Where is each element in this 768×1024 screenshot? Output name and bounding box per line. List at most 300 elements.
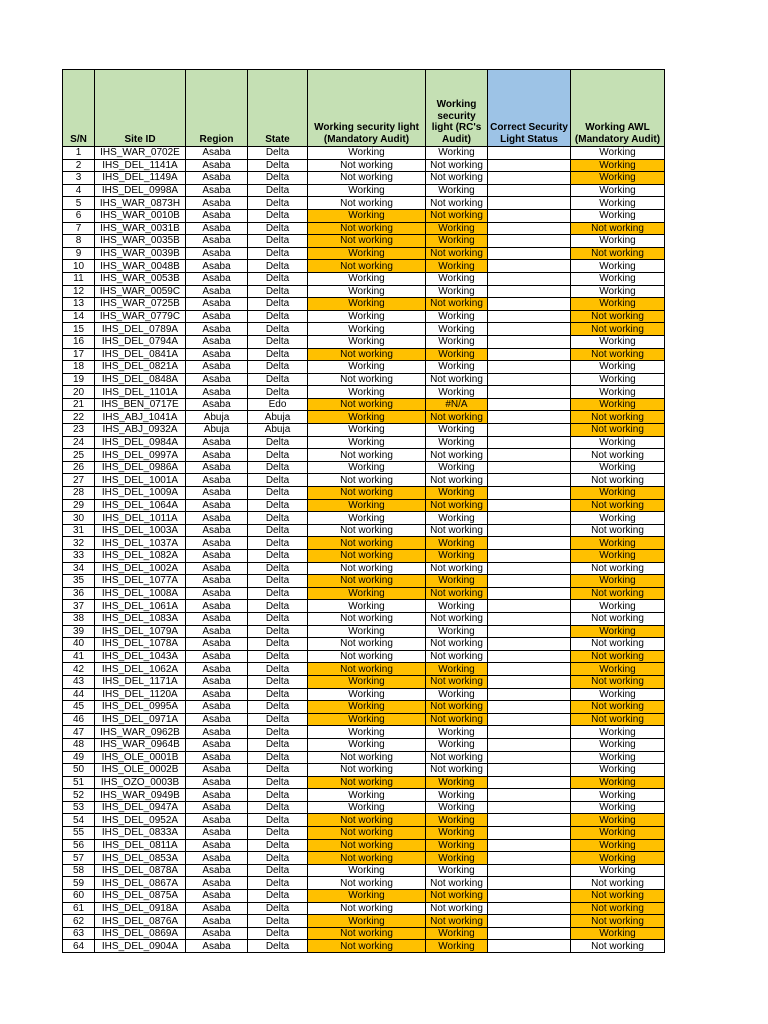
cell-security-light-mandatory: Working [308, 625, 426, 638]
cell-state: Delta [248, 361, 308, 374]
cell-awl-mandatory: Not working [571, 348, 665, 361]
cell-security-light-mandatory: Not working [308, 537, 426, 550]
cell-region: Asaba [186, 461, 248, 474]
table-row [63, 827, 665, 840]
cell-security-light-rc: Working [426, 827, 488, 840]
cell-region: Asaba [186, 386, 248, 399]
cell-state: Delta [248, 147, 308, 160]
cell-state: Delta [248, 701, 308, 714]
cell-site-id: IHS_DEL_0821A [95, 361, 186, 374]
cell-region: Asaba [186, 789, 248, 802]
cell-site-id: IHS_DEL_0878A [95, 864, 186, 877]
cell-awl-mandatory: Working [571, 738, 665, 751]
cell-awl-mandatory: Working [571, 298, 665, 311]
cell-site-id: IHS_DEL_1043A [95, 650, 186, 663]
cell-security-light-mandatory: Working [308, 801, 426, 814]
table-row [63, 726, 665, 739]
cell-awl-mandatory: Working [571, 386, 665, 399]
cell-state: Delta [248, 386, 308, 399]
cell-awl-mandatory: Not working [571, 650, 665, 663]
cell-security-light-mandatory: Working [308, 713, 426, 726]
cell-site-id: IHS_DEL_0833A [95, 827, 186, 840]
cell-security-light-rc: Working [426, 776, 488, 789]
cell-region: Abuja [186, 424, 248, 437]
cell-state: Delta [248, 663, 308, 676]
cell-state: Delta [248, 650, 308, 663]
cell-region: Asaba [186, 827, 248, 840]
table-row [63, 612, 665, 625]
cell-security-light-rc: Not working [426, 411, 488, 424]
cell-awl-mandatory: Not working [571, 638, 665, 651]
table-row [63, 852, 665, 865]
cell-site-id: IHS_WAR_0702E [95, 147, 186, 160]
cell-site-id: IHS_DEL_1008A [95, 587, 186, 600]
cell-security-light-rc: Not working [426, 612, 488, 625]
cell-state: Delta [248, 612, 308, 625]
cell-security-light-mandatory: Not working [308, 348, 426, 361]
cell-state: Delta [248, 449, 308, 462]
cell-state: Delta [248, 348, 308, 361]
cell-awl-mandatory: Working [571, 172, 665, 185]
cell-security-light-mandatory: Not working [308, 638, 426, 651]
cell-site-id: IHS_WAR_0949B [95, 789, 186, 802]
cell-security-light-mandatory: Not working [308, 235, 426, 248]
cell-region: Asaba [186, 625, 248, 638]
header-sn: S/N [63, 70, 95, 147]
cell-correct-status [488, 159, 571, 172]
table-row [63, 260, 665, 273]
cell-security-light-rc: Not working [426, 499, 488, 512]
table-row [63, 839, 665, 852]
cell-correct-status [488, 272, 571, 285]
cell-security-light-rc: Working [426, 688, 488, 701]
cell-region: Abuja [186, 411, 248, 424]
cell-correct-status [488, 512, 571, 525]
cell-sn: 26 [63, 461, 95, 474]
cell-region: Asaba [186, 650, 248, 663]
table-row [63, 335, 665, 348]
cell-sn: 59 [63, 877, 95, 890]
cell-state: Delta [248, 801, 308, 814]
cell-state: Delta [248, 487, 308, 500]
cell-security-light-mandatory: Working [308, 247, 426, 260]
cell-awl-mandatory: Not working [571, 587, 665, 600]
cell-security-light-rc: Working [426, 310, 488, 323]
cell-security-light-rc: Working [426, 272, 488, 285]
cell-site-id: IHS_DEL_1083A [95, 612, 186, 625]
cell-correct-status [488, 424, 571, 437]
cell-awl-mandatory: Working [571, 147, 665, 160]
cell-awl-mandatory: Not working [571, 524, 665, 537]
cell-correct-status [488, 323, 571, 336]
cell-security-light-mandatory: Working [308, 600, 426, 613]
cell-correct-status [488, 209, 571, 222]
cell-site-id: IHS_WAR_0962B [95, 726, 186, 739]
cell-security-light-mandatory: Not working [308, 814, 426, 827]
cell-security-light-mandatory: Working [308, 789, 426, 802]
cell-security-light-rc: Working [426, 335, 488, 348]
cell-sn: 17 [63, 348, 95, 361]
cell-awl-mandatory: Working [571, 373, 665, 386]
cell-sn: 34 [63, 562, 95, 575]
cell-sn: 37 [63, 600, 95, 613]
cell-region: Asaba [186, 361, 248, 374]
cell-site-id: IHS_DEL_0998A [95, 184, 186, 197]
cell-security-light-rc: Working [426, 361, 488, 374]
cell-site-id: IHS_DEL_1171A [95, 675, 186, 688]
cell-correct-status [488, 600, 571, 613]
cell-state: Delta [248, 789, 308, 802]
cell-sn: 6 [63, 209, 95, 222]
cell-state: Delta [248, 902, 308, 915]
cell-security-light-rc: Working [426, 147, 488, 160]
cell-site-id: IHS_DEL_1001A [95, 474, 186, 487]
cell-sn: 27 [63, 474, 95, 487]
cell-security-light-rc: Not working [426, 209, 488, 222]
cell-state: Delta [248, 285, 308, 298]
cell-security-light-mandatory: Working [308, 147, 426, 160]
cell-security-light-rc: Working [426, 323, 488, 336]
header-site-id: Site ID [95, 70, 186, 147]
cell-region: Asaba [186, 436, 248, 449]
cell-security-light-rc: Working [426, 726, 488, 739]
cell-sn: 51 [63, 776, 95, 789]
table-row [63, 373, 665, 386]
cell-security-light-mandatory: Not working [308, 159, 426, 172]
cell-correct-status [488, 587, 571, 600]
cell-site-id: IHS_DEL_1078A [95, 638, 186, 651]
cell-awl-mandatory: Not working [571, 247, 665, 260]
cell-awl-mandatory: Not working [571, 323, 665, 336]
cell-correct-status [488, 789, 571, 802]
cell-region: Asaba [186, 776, 248, 789]
header-awl-mandatory: Working AWL (Mandatory Audit) [571, 70, 665, 147]
cell-security-light-mandatory: Working [308, 184, 426, 197]
cell-security-light-mandatory: Not working [308, 222, 426, 235]
cell-security-light-mandatory: Not working [308, 827, 426, 840]
cell-correct-status [488, 247, 571, 260]
cell-site-id: IHS_DEL_0918A [95, 902, 186, 915]
cell-correct-status [488, 537, 571, 550]
cell-site-id: IHS_WAR_0010B [95, 209, 186, 222]
cell-correct-status [488, 738, 571, 751]
cell-region: Asaba [186, 562, 248, 575]
cell-region: Asaba [186, 348, 248, 361]
cell-state: Delta [248, 688, 308, 701]
cell-awl-mandatory: Working [571, 235, 665, 248]
cell-sn: 40 [63, 638, 95, 651]
table-row [63, 247, 665, 260]
cell-security-light-mandatory: Not working [308, 524, 426, 537]
cell-correct-status [488, 726, 571, 739]
cell-site-id: IHS_DEL_0867A [95, 877, 186, 890]
cell-sn: 54 [63, 814, 95, 827]
cell-region: Asaba [186, 260, 248, 273]
cell-correct-status [488, 638, 571, 651]
cell-site-id: IHS_WAR_0725B [95, 298, 186, 311]
cell-region: Asaba [186, 713, 248, 726]
cell-state: Delta [248, 940, 308, 953]
table-row [63, 776, 665, 789]
cell-sn: 9 [63, 247, 95, 260]
cell-region: Asaba [186, 764, 248, 777]
cell-security-light-rc: Working [426, 839, 488, 852]
cell-site-id: IHS_DEL_1037A [95, 537, 186, 550]
cell-security-light-rc: Not working [426, 159, 488, 172]
cell-sn: 7 [63, 222, 95, 235]
cell-security-light-rc: Not working [426, 902, 488, 915]
cell-awl-mandatory: Not working [571, 877, 665, 890]
cell-security-light-rc: Working [426, 260, 488, 273]
cell-site-id: IHS_WAR_0873H [95, 197, 186, 210]
cell-awl-mandatory: Working [571, 335, 665, 348]
cell-region: Asaba [186, 814, 248, 827]
cell-sn: 10 [63, 260, 95, 273]
cell-state: Delta [248, 713, 308, 726]
cell-security-light-mandatory: Not working [308, 927, 426, 940]
table-row [63, 209, 665, 222]
cell-region: Asaba [186, 877, 248, 890]
cell-awl-mandatory: Working [571, 789, 665, 802]
table-row [63, 864, 665, 877]
cell-correct-status [488, 764, 571, 777]
cell-region: Asaba [186, 235, 248, 248]
cell-security-light-rc: Working [426, 864, 488, 877]
cell-region: Asaba [186, 612, 248, 625]
cell-awl-mandatory: Working [571, 398, 665, 411]
cell-region: Asaba [186, 159, 248, 172]
cell-state: Delta [248, 499, 308, 512]
cell-state: Delta [248, 927, 308, 940]
cell-region: Asaba [186, 310, 248, 323]
cell-security-light-rc: Not working [426, 877, 488, 890]
cell-sn: 30 [63, 512, 95, 525]
table-row [63, 512, 665, 525]
cell-region: Asaba [186, 726, 248, 739]
cell-correct-status [488, 864, 571, 877]
cell-sn: 22 [63, 411, 95, 424]
cell-security-light-mandatory: Working [308, 512, 426, 525]
cell-region: Asaba [186, 398, 248, 411]
cell-security-light-mandatory: Working [308, 915, 426, 928]
cell-sn: 8 [63, 235, 95, 248]
table-row [63, 285, 665, 298]
cell-correct-status [488, 852, 571, 865]
cell-correct-status [488, 675, 571, 688]
cell-security-light-rc: Working [426, 487, 488, 500]
cell-sn: 53 [63, 801, 95, 814]
cell-correct-status [488, 890, 571, 903]
cell-awl-mandatory: Working [571, 625, 665, 638]
cell-state: Delta [248, 272, 308, 285]
cell-region: Asaba [186, 587, 248, 600]
cell-correct-status [488, 839, 571, 852]
cell-awl-mandatory: Working [571, 814, 665, 827]
cell-awl-mandatory: Not working [571, 449, 665, 462]
cell-awl-mandatory: Not working [571, 713, 665, 726]
cell-security-light-rc: Not working [426, 915, 488, 928]
table-row [63, 877, 665, 890]
cell-sn: 41 [63, 650, 95, 663]
table-row [63, 147, 665, 160]
cell-site-id: IHS_DEL_0997A [95, 449, 186, 462]
cell-correct-status [488, 625, 571, 638]
cell-sn: 19 [63, 373, 95, 386]
cell-state: Delta [248, 600, 308, 613]
cell-region: Asaba [186, 272, 248, 285]
cell-sn: 29 [63, 499, 95, 512]
cell-security-light-mandatory: Not working [308, 260, 426, 273]
cell-state: Delta [248, 915, 308, 928]
cell-security-light-mandatory: Not working [308, 612, 426, 625]
cell-security-light-mandatory: Working [308, 499, 426, 512]
cell-site-id: IHS_DEL_0904A [95, 940, 186, 953]
cell-site-id: IHS_BEN_0717E [95, 398, 186, 411]
cell-sn: 38 [63, 612, 95, 625]
cell-state: Delta [248, 852, 308, 865]
cell-security-light-mandatory: Not working [308, 562, 426, 575]
cell-correct-status [488, 801, 571, 814]
cell-security-light-rc: Working [426, 940, 488, 953]
cell-security-light-rc: Working [426, 222, 488, 235]
cell-state: Delta [248, 864, 308, 877]
cell-security-light-rc: Working [426, 814, 488, 827]
cell-correct-status [488, 147, 571, 160]
cell-awl-mandatory: Not working [571, 562, 665, 575]
cell-security-light-mandatory: Working [308, 461, 426, 474]
table-row [63, 197, 665, 210]
cell-region: Asaba [186, 890, 248, 903]
table-row [63, 449, 665, 462]
cell-security-light-rc: Not working [426, 373, 488, 386]
cell-security-light-rc: Working [426, 575, 488, 588]
cell-state: Delta [248, 890, 308, 903]
cell-sn: 50 [63, 764, 95, 777]
cell-security-light-mandatory: Working [308, 587, 426, 600]
cell-state: Delta [248, 298, 308, 311]
cell-correct-status [488, 713, 571, 726]
cell-state: Delta [248, 625, 308, 638]
cell-region: Asaba [186, 222, 248, 235]
cell-security-light-mandatory: Working [308, 424, 426, 437]
cell-awl-mandatory: Working [571, 487, 665, 500]
cell-site-id: IHS_DEL_1002A [95, 562, 186, 575]
cell-sn: 47 [63, 726, 95, 739]
cell-correct-status [488, 235, 571, 248]
table-header [63, 70, 665, 147]
table-row [63, 361, 665, 374]
cell-awl-mandatory: Working [571, 184, 665, 197]
table-row [63, 902, 665, 915]
cell-awl-mandatory: Working [571, 272, 665, 285]
cell-security-light-mandatory: Not working [308, 575, 426, 588]
cell-region: Asaba [186, 940, 248, 953]
cell-awl-mandatory: Not working [571, 411, 665, 424]
cell-correct-status [488, 172, 571, 185]
cell-site-id: IHS_OLE_0002B [95, 764, 186, 777]
cell-security-light-rc: Working [426, 663, 488, 676]
cell-security-light-mandatory: Not working [308, 373, 426, 386]
table-row [63, 235, 665, 248]
cell-security-light-mandatory: Not working [308, 550, 426, 563]
cell-sn: 25 [63, 449, 95, 462]
cell-site-id: IHS_OZO_0003B [95, 776, 186, 789]
cell-correct-status [488, 877, 571, 890]
table-row [63, 184, 665, 197]
cell-site-id: IHS_DEL_0995A [95, 701, 186, 714]
cell-sn: 49 [63, 751, 95, 764]
cell-region: Asaba [186, 147, 248, 160]
cell-correct-status [488, 222, 571, 235]
cell-region: Asaba [186, 927, 248, 940]
cell-awl-mandatory: Not working [571, 310, 665, 323]
cell-security-light-rc: #N/A [426, 398, 488, 411]
cell-site-id: IHS_DEL_1101A [95, 386, 186, 399]
cell-security-light-rc: Working [426, 512, 488, 525]
cell-awl-mandatory: Not working [571, 499, 665, 512]
cell-awl-mandatory: Not working [571, 890, 665, 903]
cell-security-light-rc: Working [426, 927, 488, 940]
cell-sn: 44 [63, 688, 95, 701]
cell-awl-mandatory: Working [571, 361, 665, 374]
cell-site-id: IHS_WAR_0053B [95, 272, 186, 285]
cell-security-light-mandatory: Working [308, 726, 426, 739]
cell-sn: 39 [63, 625, 95, 638]
cell-security-light-mandatory: Not working [308, 751, 426, 764]
table-row [63, 890, 665, 903]
cell-correct-status [488, 915, 571, 928]
cell-sn: 13 [63, 298, 95, 311]
cell-region: Asaba [186, 738, 248, 751]
cell-security-light-rc: Not working [426, 247, 488, 260]
cell-site-id: IHS_DEL_1149A [95, 172, 186, 185]
cell-state: Delta [248, 512, 308, 525]
cell-state: Delta [248, 537, 308, 550]
cell-region: Asaba [186, 474, 248, 487]
cell-awl-mandatory: Working [571, 764, 665, 777]
cell-sn: 52 [63, 789, 95, 802]
cell-region: Asaba [186, 323, 248, 336]
cell-security-light-rc: Working [426, 184, 488, 197]
cell-security-light-mandatory: Working [308, 272, 426, 285]
cell-awl-mandatory: Working [571, 801, 665, 814]
cell-site-id: IHS_DEL_1061A [95, 600, 186, 613]
cell-awl-mandatory: Working [571, 197, 665, 210]
cell-correct-status [488, 197, 571, 210]
cell-sn: 1 [63, 147, 95, 160]
cell-awl-mandatory: Working [571, 751, 665, 764]
cell-region: Asaba [186, 172, 248, 185]
cell-security-light-mandatory: Working [308, 688, 426, 701]
cell-security-light-rc: Not working [426, 638, 488, 651]
cell-security-light-mandatory: Working [308, 335, 426, 348]
cell-awl-mandatory: Not working [571, 612, 665, 625]
cell-security-light-mandatory: Working [308, 675, 426, 688]
cell-site-id: IHS_DEL_0984A [95, 436, 186, 449]
cell-correct-status [488, 361, 571, 374]
cell-awl-mandatory: Working [571, 550, 665, 563]
cell-sn: 14 [63, 310, 95, 323]
cell-correct-status [488, 184, 571, 197]
cell-state: Delta [248, 310, 308, 323]
cell-security-light-rc: Not working [426, 764, 488, 777]
cell-region: Asaba [186, 184, 248, 197]
cell-correct-status [488, 940, 571, 953]
cell-state: Abuja [248, 424, 308, 437]
cell-state: Delta [248, 436, 308, 449]
cell-state: Delta [248, 726, 308, 739]
cell-security-light-rc: Not working [426, 449, 488, 462]
